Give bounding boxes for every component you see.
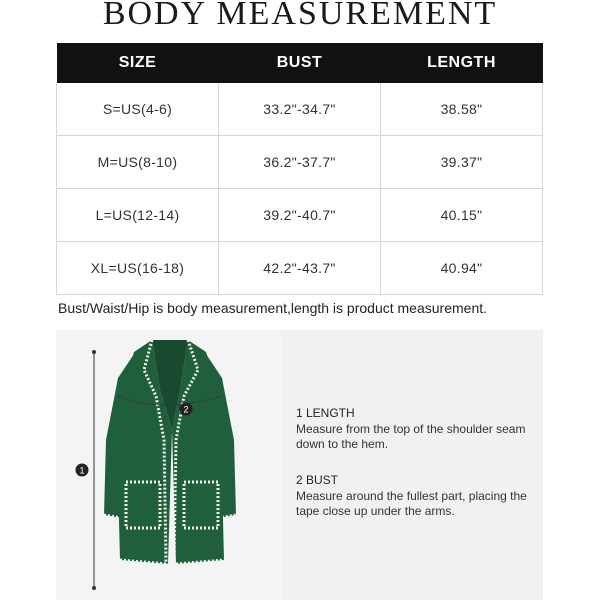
length-instruction <box>296 406 536 452</box>
measurement-instructions-panel <box>282 330 543 600</box>
bust-cell: 42.2"-43.7" <box>219 242 381 295</box>
size-cell: L=US(12-14) <box>57 189 219 242</box>
length-marker-label: 1 <box>79 465 85 476</box>
bust-cell: 36.2"-37.7" <box>219 136 381 189</box>
length-cell: 39.37" <box>381 136 543 189</box>
size-cell: XL=US(16-18) <box>57 242 219 295</box>
length-line-top-dot <box>92 350 96 354</box>
table-row <box>57 189 543 242</box>
header-size: SIZE <box>57 43 219 83</box>
length-description: Measure from the top of the shoulder seam down to the hem. <box>296 422 526 451</box>
table-row <box>57 242 543 295</box>
size-cell: M=US(8-10) <box>57 136 219 189</box>
length-heading: 1 LENGTH <box>296 406 355 420</box>
bust-instruction <box>296 473 536 519</box>
header-length: LENGTH <box>381 43 543 83</box>
table-header-row <box>57 43 543 83</box>
bust-heading: 2 BUST <box>296 473 339 487</box>
coat-illustration <box>56 330 282 600</box>
bust-cell: 39.2"-40.7" <box>219 189 381 242</box>
bust-cell: 33.2"-34.7" <box>219 83 381 136</box>
length-cell: 38.58" <box>381 83 543 136</box>
page-title: BODY MEASUREMENT <box>102 0 498 32</box>
header-bust: BUST <box>219 43 381 83</box>
bust-description: Measure around the fullest part, placing the tape close up under the arms. <box>296 489 527 518</box>
table-row <box>57 136 543 189</box>
measurement-note: Bust/Waist/Hip is body measurement,length is product measurement. <box>58 300 488 316</box>
table-row <box>57 83 543 136</box>
bust-marker-label: 2 <box>183 404 189 415</box>
length-cell: 40.94" <box>381 242 543 295</box>
coat-product-image <box>56 330 282 600</box>
length-marker <box>76 464 89 477</box>
length-cell: 40.15" <box>381 189 543 242</box>
bust-marker <box>180 403 193 416</box>
size-chart-table <box>56 43 543 295</box>
length-line-bottom-dot <box>92 586 96 590</box>
size-cell: S=US(4-6) <box>57 83 219 136</box>
